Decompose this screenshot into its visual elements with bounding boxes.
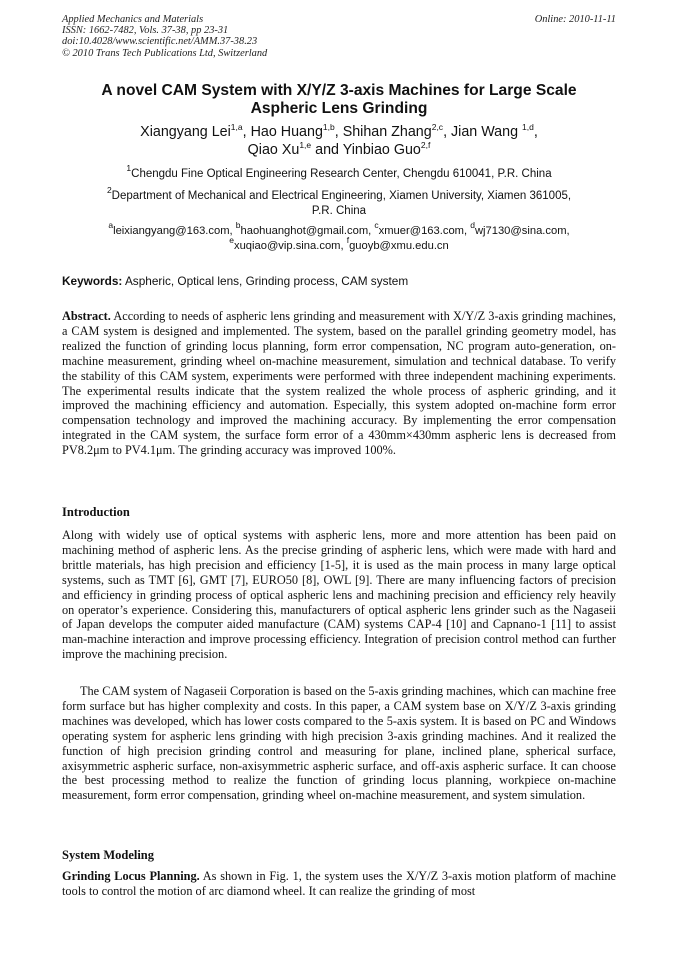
author-name: Hao Huang [250,124,323,140]
copyright-line: © 2010 Trans Tech Publications Ltd, Switzerland [62,47,268,59]
author-sup: 1,e [299,140,312,150]
email-line-1 [62,220,616,239]
journal-header [62,14,616,59]
abstract-text: According to needs of aspheric lens grinding and measurement with X/Y/Z 3-axis grinding machines, a CAM system is designed and implemented. The system, based on the parallel grinding geometry model, has realized the function of grinding locus planning, form error compensation, NC program auto-generation, on-machine measurement, grinding wheel on-machine measurement, simulation and technical database. To verify the stability of this CAM system, experiments were performed with three independent machining experiments. The experimental results indicate that the system realized the whole process of aspheric grinding, and it improved the machining efficiency and automation. Especially, this system adopted on-machine form error compensation technology and improved the machining accuracy. By implementing the error compensation integrated in the CAM system, the surface form error of a 430mm×430mm aspheric lens is decreased from PV8.2μm to PV4.1μm. The grinding accuracy was improved 100%. [62,309,616,458]
email-sup: f [346,235,350,245]
author-line-1: Xiangyang Lei$^{1,a}$, Hao Huang$^{1,b}$, Shihan Zhang$^{2,c}$, Jian Wang $^{1,d}$, [140,122,538,140]
author-sup: 1,b [322,122,335,132]
author-sup: 2,c [431,122,444,132]
doi-line: doi:10.4028/www.scientific.net/AMM.37-38.23 [62,36,258,48]
keywords [62,274,616,289]
author-sup: 2,f [420,140,431,150]
email-link[interactable]: guoyb@xmu.edu.cn [349,240,449,252]
email-link[interactable]: wj7130@sina.com, [474,225,570,237]
affiliation-2-line-1 [62,185,616,204]
author-line-2 [62,141,616,159]
affiliation-2-line-2: P.R. China [311,205,367,217]
author-name: Jian Wang [451,124,523,140]
keywords-label: Keywords: [62,274,123,288]
author-name: Shihan Zhang [342,124,432,140]
paragraph-lead: Grinding Locus Planning. [62,869,200,883]
email-sup: c [374,220,379,230]
email-link[interactable]: leixiangyang@163.com, [113,225,236,237]
keywords-text: Aspheric, Optical lens, Grinding process, CAM system [122,274,409,288]
title-line-1: A novel CAM System with X/Y/Z 3-axis Machines for Large Scale [101,82,577,99]
email-sup: a [108,220,114,230]
author-sup: 1,a [230,122,243,132]
affiliation-2 [62,185,616,219]
section-heading-system-modeling: System Modeling [62,848,155,862]
affiliation-sup: 1 [126,163,132,173]
paper-title [62,82,616,118]
email-list [62,220,616,254]
email-line-2 [62,235,616,254]
system-modeling-paragraph [62,869,616,899]
email-link[interactable]: xuqiao@vip.sina.com, [233,240,347,252]
author-sup: 1,d [522,122,534,132]
online-date: Online: 2010-11-11 [534,14,616,25]
email-link[interactable]: haohuanghot@gmail.com, [240,225,375,237]
affiliation-1 [62,163,616,182]
author-name: Xiangyang Lei [140,124,231,140]
section-heading-introduction: Introduction [62,505,130,519]
abstract [62,309,616,458]
introduction-paragraph-1: Along with widely use of optical systems with aspheric lens, more and more attention has been paid on machining method of aspheric lens. As the precise grinding of aspheric lens, which were made with hard and brittle materials, has high precision and efficiency [1-5], it is used as the main process in many large optical systems, such as TMT [6], GMT [7], EURO50 [8], OWL [9]. There are many influencing factors of precision and efficiency in grinding process of optical aspheric lens and machining precision and efficiency rely heavily on operator’s experience. Considering this, manufacturers of optical aspheric lens grinder such as the Nagaseii of Japan develops the computer aided manufacture (CAM) systems CAP-4 [10] and Capnano-1 [11] to assist man-machine interaction and improve processing efficiency. Integration of precision control method can further improve the machining precision. [62,528,616,662]
affiliation-text: Chengdu Fine Optical Engineering Research Center, Chengdu 610041, P.R. China [131,168,552,180]
email-link[interactable]: xmuer@163.com, [378,225,471,237]
email-sup: b [235,220,241,230]
author-name: Qiao Xu [247,142,300,158]
journal-name: Applied Mechanics and Materials [62,14,204,25]
affiliation-text: Department of Mechanical and Electrical Engineering, Xiamen University, Xiamen 361005, [111,190,572,202]
affiliation-sup: 2 [106,185,112,195]
author-and: and [311,142,343,158]
email-sup: e [229,235,234,245]
abstract-label: Abstract. [62,309,111,323]
author-list [62,123,616,159]
title-line-2: Aspheric Lens Grinding [250,100,428,117]
introduction-paragraph-2: The CAM system of Nagaseii Corporation is based on the 5-axis grinding machines, which can machine free form surface but has higher complexity and costs. In this paper, a CAM system base on X/Y/Z 3-axis grinding machines was developed, which has lower costs compared to the 5-axis system. It is based on PC and Windows operating system for aspheric lens grinding with high precision 3-axis grinding machines. And it realized the function of high precision grinding control and measuring for plane, inclined plane, spherical surface, axisymmetric aspheric surface, non-axisymmetric aspheric surface, and off-axis aspheric surface. It can choose the best processing method to realize the function of grinding locus planning, workpiece on-machine measurement, form error compensation, grinding wheel on-machine measurement, and system simulation. [62,684,616,803]
email-sup: d [470,220,475,230]
paragraph-text: As shown in Fig. 1, the system uses the X/Y/Z 3-axis motion platform of machine tools to control the motion of arc diamond wheel. It can realize the grinding of most [62,869,616,898]
issn-line: ISSN: 1662-7482, Vols. 37-38, pp 23-31 [62,25,229,37]
author-name: Yinbiao Guo [342,142,421,158]
